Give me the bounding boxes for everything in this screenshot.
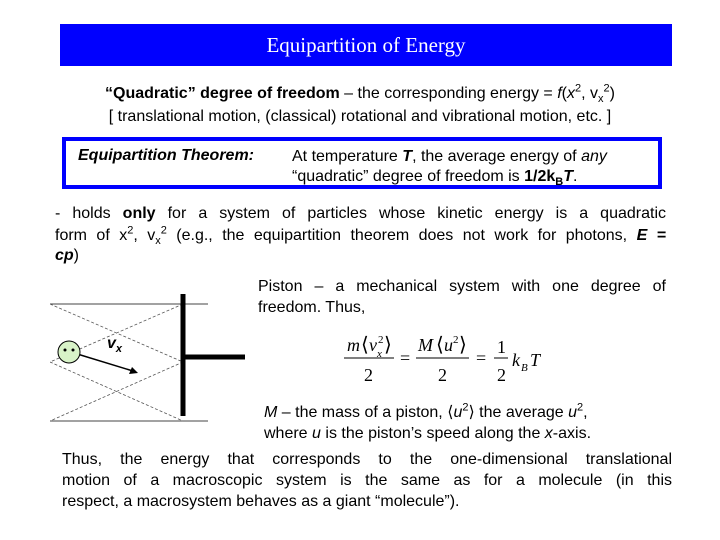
text: the average [474, 404, 569, 421]
cp-symbol: cp [55, 247, 74, 264]
x-symbol: x [567, 85, 575, 102]
theorem-statement [292, 147, 607, 187]
piston-diagram [50, 290, 245, 430]
comma: , [581, 85, 591, 102]
u-symbol: u [312, 425, 321, 442]
formula-langle-1: ⟨ [361, 334, 369, 356]
angle-bracket: ⟩ [468, 404, 475, 421]
text: is the piston’s speed along the [320, 425, 545, 442]
formula-u: u [444, 335, 453, 355]
formula-rangle-2: ⟩ [459, 334, 467, 356]
u-symbol: u [453, 404, 463, 421]
paren: ( [561, 85, 567, 102]
piston-line-1: Piston – a mechanical system with one degree of [258, 278, 666, 295]
paren: ) [609, 85, 615, 102]
formula-B: B [521, 362, 528, 374]
particle-icon [58, 341, 80, 363]
text: -axis. [552, 425, 592, 442]
superscript: 2 [575, 82, 582, 95]
slide-title: Equipartition of Energy [60, 24, 672, 66]
text: - holds [55, 205, 123, 222]
definition-text: – the corresponding energy = [339, 85, 558, 102]
angle-bracket: ⟨ [447, 404, 454, 421]
f-symbol: f [557, 85, 562, 102]
subscript: x [598, 93, 604, 106]
subscript: x [155, 235, 161, 248]
period: . [573, 168, 578, 185]
M-symbol: M [264, 404, 278, 421]
quadratic-term: “Quadratic” degree of freedom [105, 85, 340, 102]
energy-fraction: 1/2k [524, 168, 556, 185]
u-symbol: u [568, 404, 578, 421]
comma: , [583, 404, 588, 421]
formula-v-sup: 2 [378, 334, 384, 346]
formula-v: v [369, 335, 377, 355]
superscript: 2 [603, 82, 610, 95]
formula-v-sub: x [377, 348, 382, 360]
conclusion-line-3: respect, a macrosystem behaves as a giant “molecule”). [62, 493, 460, 510]
E-symbol: E = [636, 227, 667, 244]
formula-denominator-2: 2 [438, 365, 447, 385]
text: for a system of particles whose kinetic energy is a quadratic [155, 205, 667, 222]
formula-u-sup: 2 [453, 334, 459, 346]
velocity-label [107, 335, 123, 355]
theorem-box [62, 137, 662, 189]
quadratic-definition [0, 84, 720, 104]
degrees-examples: [ translational motion, (classical) rotational and vibrational motion, etc. ] [108, 108, 612, 125]
formula-equals-2: = [476, 348, 487, 368]
formula-two: 2 [497, 365, 506, 385]
holds-line-1 [55, 204, 666, 224]
text: where [264, 425, 313, 442]
text: “quadratic” degree of freedom is [292, 168, 525, 185]
paren: ) [73, 247, 79, 264]
conclusion-line-2: motion of a macroscopic system is the same as for a molecule (in this [62, 472, 672, 489]
v-symbol: v [590, 85, 599, 102]
subscript-B: B [555, 176, 564, 189]
text: , the average energy of [412, 148, 582, 165]
superscript: 2 [127, 224, 134, 237]
velocity-arrow [74, 353, 133, 371]
any-word: any [581, 148, 607, 165]
holds-line-3 [55, 246, 666, 266]
formula-M: M [418, 335, 433, 355]
T-symbol: T [402, 148, 413, 165]
conclusion-line-1: Thus, the energy that corresponds to the one-dimensional translational [62, 451, 672, 468]
only-word: only [122, 205, 156, 222]
text: At temperature [292, 148, 403, 165]
formula-one: 1 [497, 337, 506, 357]
x-symbol: x [544, 425, 553, 442]
formula-equals-1: = [400, 348, 411, 368]
piston-mass-line [264, 403, 588, 423]
text: , v [133, 227, 156, 244]
formula-langle-2: ⟨ [436, 334, 444, 356]
equipartition-formula [340, 329, 560, 389]
text: – the mass of a piston, [277, 404, 448, 421]
velocity-label-v: v [107, 335, 116, 352]
formula-denominator-1: 2 [364, 365, 373, 385]
particle-eye-right [72, 349, 75, 352]
holds-line-2 [55, 226, 666, 246]
superscript: 2 [160, 224, 167, 237]
formula-k: k [512, 350, 520, 370]
formula-m: m [347, 335, 360, 355]
velocity-label-sub: x [115, 343, 123, 355]
formula-rangle-1: ⟩ [384, 334, 392, 356]
formula-T: T [530, 350, 541, 370]
particle-eye-left [64, 349, 67, 352]
T-symbol: T [563, 168, 573, 185]
piston-speed-line [264, 424, 591, 444]
theorem-label: Equipartition Theorem: [78, 147, 254, 164]
text: (e.g., the equipartition theorem does not work for photons, [166, 227, 637, 244]
superscript: 2 [577, 401, 584, 414]
superscript: 2 [462, 401, 469, 414]
piston-line-2: freedom. Thus, [258, 299, 366, 316]
text: form of x [55, 227, 128, 244]
